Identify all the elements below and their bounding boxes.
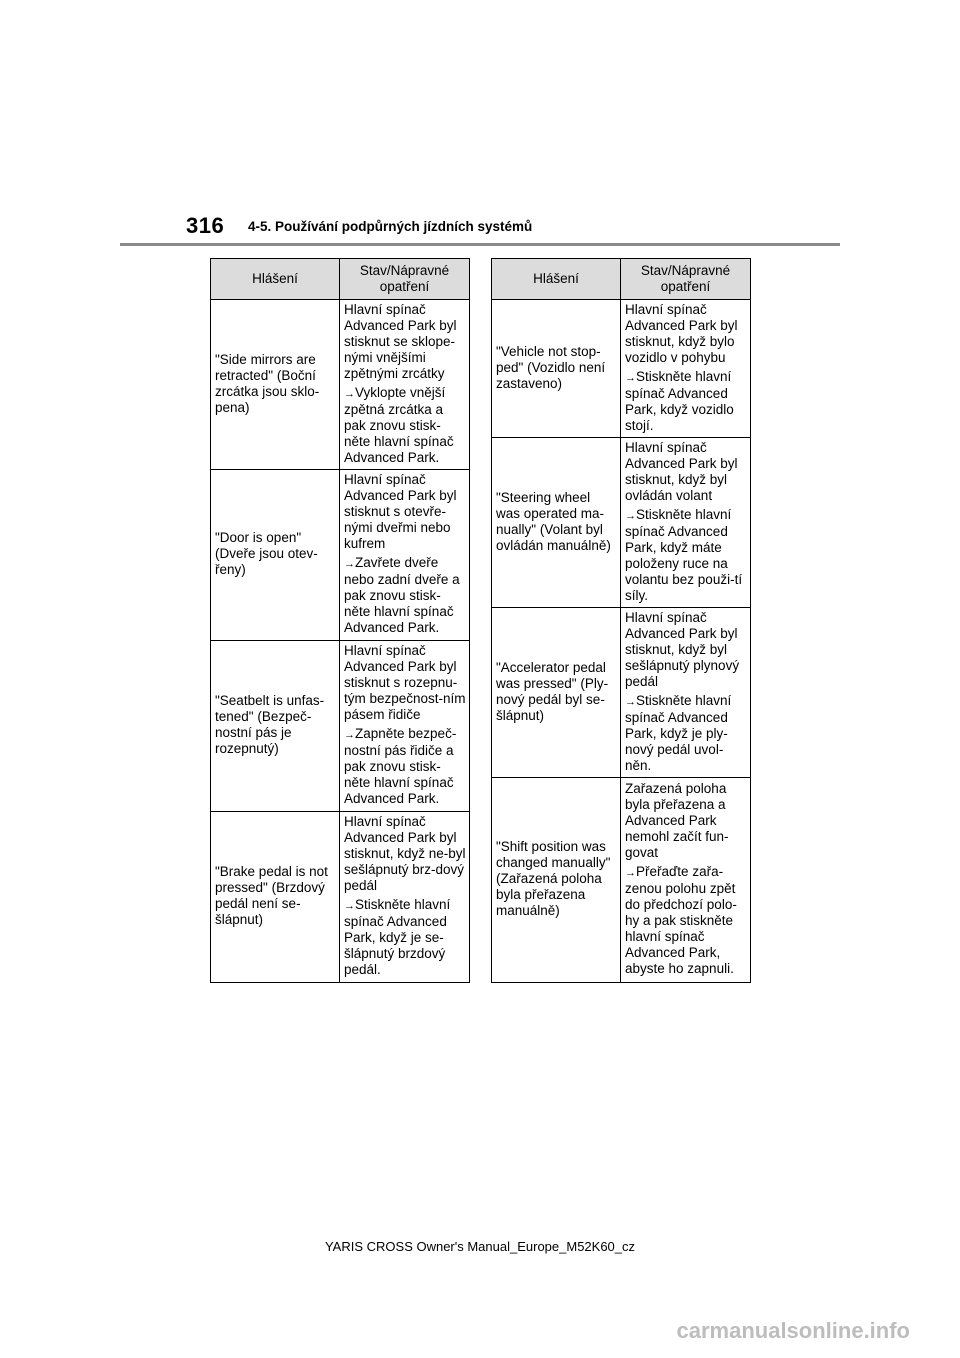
page-number: 316 [186, 213, 225, 238]
column-header-message: Hlášení [211, 259, 340, 300]
arrow-right-icon: → [344, 729, 355, 741]
action-line [625, 864, 747, 977]
arrow-right-icon: → [344, 387, 355, 400]
action-text: Stiskněte hlavní spínač Advanced Park, když vozidlo stojí. [625, 368, 734, 433]
arrow-right-icon: → [625, 867, 636, 879]
watermark: carmanualsonline.info [676, 1318, 910, 1343]
status-text: Hlavní spínač Advanced Park byl stisknut s otevře-nými dveřmi nebo kufrem [344, 472, 457, 551]
status-text: Hlavní spínač Advanced Park byl stisknut, když ne-byl sešlápnutý brz-dový pedál [344, 814, 466, 893]
arrow-right-icon: → [625, 371, 636, 384]
action-text: Zapněte bezpeč-nostní pás řidiče a pak znovu stisk-něte hlavní spínač Advanced Park. [344, 726, 457, 806]
status-cell [621, 438, 751, 608]
table-row [211, 470, 470, 641]
message-cell: "Vehicle not stop-ped" (Vozidlo není zastaveno) [492, 300, 621, 438]
footer-manual-id: YARIS CROSS Owner's Manual_Europe_M52K60_cz [324, 1239, 636, 1254]
action-text: Zavřete dveře nebo zadní dveře a pak znovu stisk-něte hlavní spínač Advanced Park. [344, 555, 460, 635]
action-text: Stiskněte hlavní spínač Advanced Park, když máte položeny ruce na volantu bez použi-tí síly. [625, 506, 743, 603]
table-row [492, 300, 751, 438]
section-title: 4-5. Používání podpůrných jízdních systémů [248, 219, 533, 234]
arrow-right-icon: → [625, 695, 636, 708]
action-line [344, 555, 466, 636]
message-cell: "Door is open" (Dveře jsou otev-řeny) [211, 470, 340, 641]
status-text: Zařazená poloha byla přeřazena a Advanced Park nemohl začít fun-govat [625, 781, 729, 860]
arrow-right-icon: → [344, 558, 355, 570]
action-line [625, 507, 747, 604]
status-text: Hlavní spínač Advanced Park byl stisknut, když bylo vozidlo v pohybu [625, 301, 738, 365]
status-cell [621, 300, 751, 438]
status-cell [340, 470, 470, 641]
table-row [211, 641, 470, 812]
message-cell: "Shift position was changed manually" (Zařazená poloha byla přeřazena manuálně) [492, 778, 621, 983]
messages-table-left [210, 258, 470, 983]
action-text: Přeřaďte zařa-zenou polohu zpět do předchozí polo-hy a pak stiskněte hlavní spínač Advanced Park, abyste ho zapnuli. [625, 864, 737, 976]
arrow-right-icon: → [625, 509, 636, 522]
message-cell: "Side mirrors are retracted" (Boční zrcátka jsou sklo-pena) [211, 300, 340, 470]
action-line [344, 726, 466, 807]
action-text: Stiskněte hlavní spínač Advanced Park, když je ply-nový pedál uvol-něn. [625, 692, 732, 773]
status-text: Hlavní spínač Advanced Park byl stisknut se sklope-nými vnějšími zpětnými zrcátky [344, 301, 457, 381]
table-row [492, 778, 751, 983]
table-row [211, 300, 470, 470]
status-cell [621, 778, 751, 983]
message-cell: "Accelerator pedal was pressed" (Ply-nový pedál byl se-šlápnut) [492, 608, 621, 778]
action-line [625, 693, 747, 774]
table-row [211, 812, 470, 983]
status-text: Hlavní spínač Advanced Park byl stisknut, když byl sešlápnutý plynový pedál [625, 609, 740, 689]
column-header-message: Hlášení [492, 259, 621, 300]
status-text: Hlavní spínač Advanced Park byl stisknut, když byl ovládán volant [625, 439, 738, 503]
status-text: Hlavní spínač Advanced Park byl stisknut s rozepnu-tým bezpečnost-ním pásem řidiče [344, 643, 466, 722]
column-header-status: Stav/Nápravné opatření [621, 259, 751, 300]
messages-table-right [491, 258, 751, 983]
status-cell [340, 300, 470, 470]
action-line [344, 897, 466, 978]
message-cell: "Seatbelt is unfas-tened" (Bezpeč-nostní pás je rozepnutý) [211, 641, 340, 812]
action-line [344, 385, 466, 466]
table-row [492, 608, 751, 778]
message-cell: "Brake pedal is not pressed" (Brzdový pedál není se-šlápnut) [211, 812, 340, 983]
header-divider [120, 243, 840, 246]
status-cell [340, 641, 470, 812]
arrow-right-icon: → [344, 900, 355, 912]
action-text: Stiskněte hlavní spínač Advanced Park, když je se-šlápnutý brzdový pedál. [344, 897, 451, 977]
action-text: Vyklopte vnější zpětná zrcátka a pak znovu stisk-něte hlavní spínač Advanced Park. [344, 384, 454, 465]
table-row [492, 438, 751, 608]
column-header-status: Stav/Nápravné opatření [340, 259, 470, 300]
status-cell [340, 812, 470, 983]
message-cell: "Steering wheel was operated ma-nually" (Volant byl ovládán manuálně) [492, 438, 621, 608]
action-line [625, 369, 747, 434]
status-cell [621, 608, 751, 778]
